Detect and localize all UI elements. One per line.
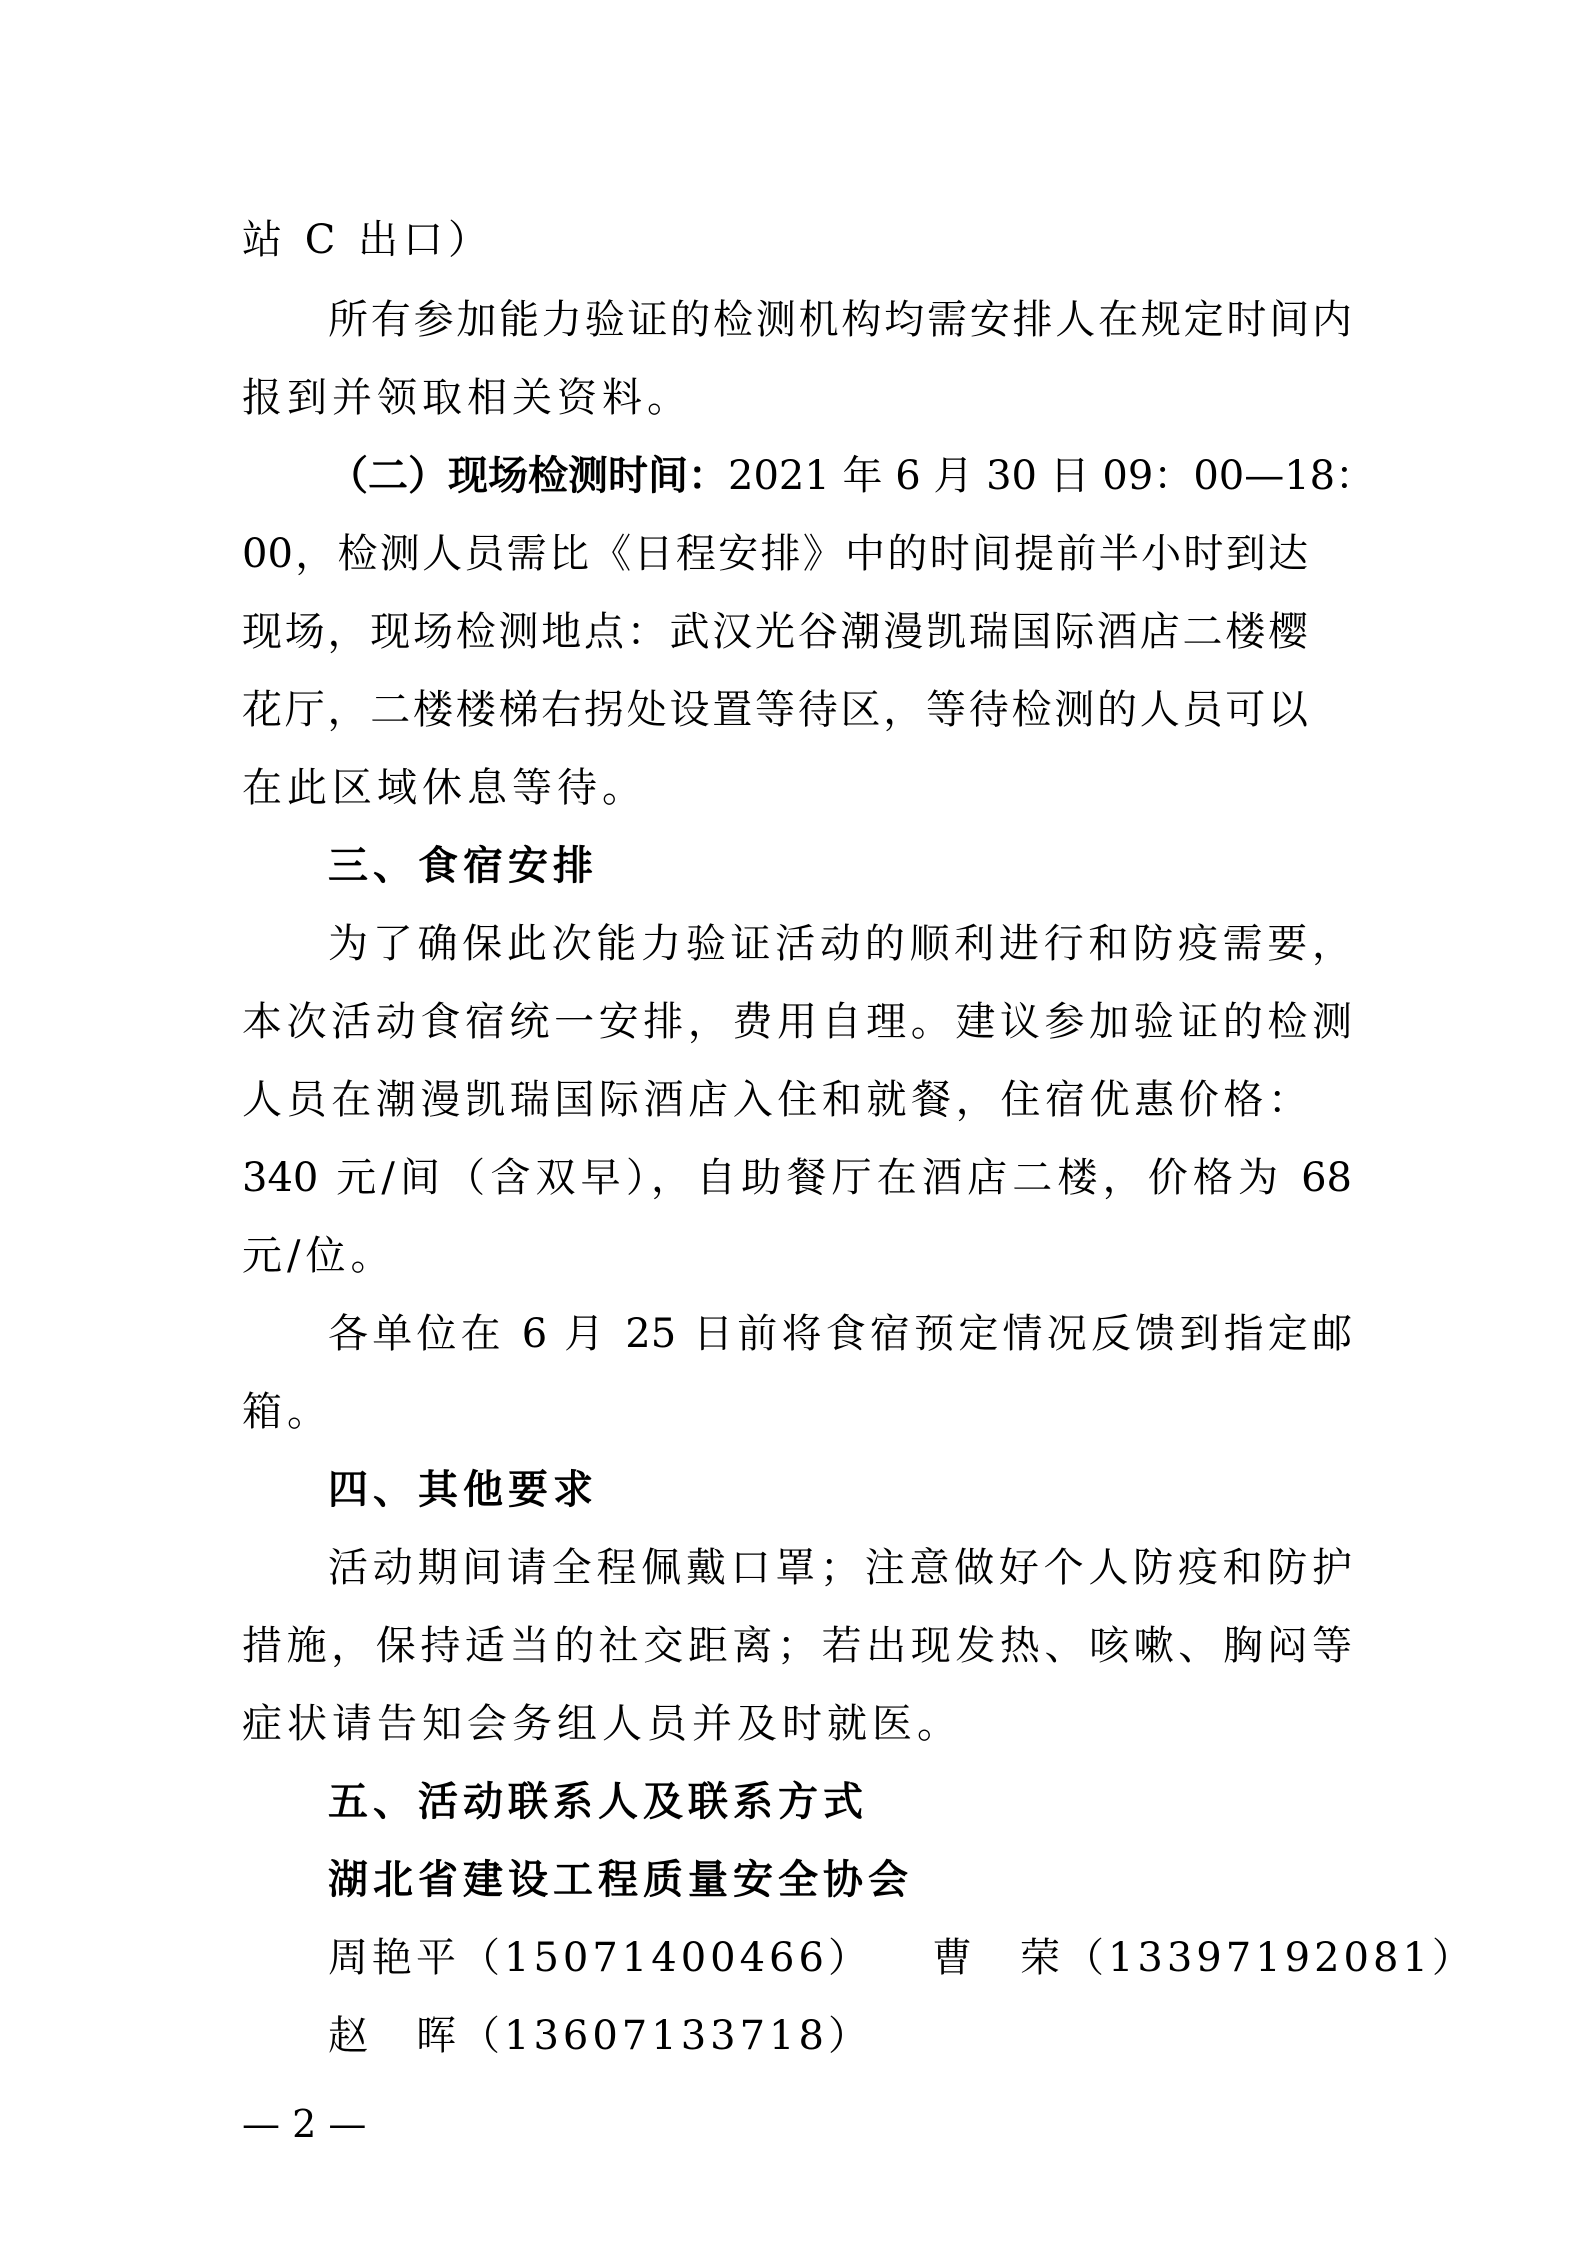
paragraph-line: 报到并领取相关资料。 <box>242 375 692 421</box>
contact-name: 周艳平 <box>328 1935 460 1981</box>
subheading-label: （二）现场检测时间： <box>328 453 728 499</box>
paragraph-line: 所有参加能力验证的检测机构均需安排人在规定时间内 <box>328 297 1352 343</box>
page-number: — 2 — <box>242 2102 367 2146</box>
paragraph-line: 花厅，二楼楼梯右拐处设置等待区，等待检测的人员可以 <box>242 687 1308 733</box>
section-heading-4: 四、其他要求 <box>328 1467 598 1513</box>
contact-row <box>328 1934 1476 1982</box>
section-subheading-line <box>328 452 1376 500</box>
contact-name: 赵 晖 <box>328 2013 460 2059</box>
section-heading-3: 三、食宿安排 <box>328 843 598 889</box>
subheading-text: 2021 年 6 月 30 日 09：00—18： <box>728 453 1376 499</box>
paragraph-line: 在此区域休息等待。 <box>242 765 647 811</box>
contact-phone: （13607133718） <box>460 2013 872 2059</box>
paragraph-line: 站 C 出口） <box>242 217 494 263</box>
paragraph-line: 00，检测人员需比《日程安排》中的时间提前半小时到达 <box>242 531 1308 577</box>
paragraph-line: 活动期间请全程佩戴口罩；注意做好个人防疫和防护 <box>328 1545 1352 1591</box>
paragraph-line: 症状请告知会务组人员并及时就医。 <box>242 1701 962 1747</box>
paragraph-line: 人员在潮漫凯瑞国际酒店入住和就餐，住宿优惠价格： <box>242 1077 1308 1123</box>
contact-phone: （13397192081） <box>1063 1935 1476 1981</box>
paragraph-line: 箱。 <box>242 1389 332 1435</box>
contact-name: 曹 荣 <box>931 1935 1064 1981</box>
paragraph-line: 为了确保此次能力验证活动的顺利进行和防疫需要， <box>328 921 1352 967</box>
paragraph-line: 本次活动食宿统一安排，费用自理。建议参加验证的检测 <box>242 999 1352 1045</box>
paragraph-line: 元/位。 <box>242 1233 396 1279</box>
paragraph-line: 措施，保持适当的社交距离；若出现发热、咳嗽、胸闷等 <box>242 1623 1352 1669</box>
paragraph-line: 各单位在 6 月 25 日前将食宿预定情况反馈到指定邮 <box>328 1311 1352 1357</box>
contact-phone: （15071400466） <box>460 1935 872 1981</box>
paragraph-line: 现场，现场检测地点：武汉光谷潮漫凯瑞国际酒店二楼樱 <box>242 609 1308 655</box>
paragraph-line: 340 元/间（含双早），自助餐厅在酒店二楼，价格为 68 <box>242 1155 1352 1201</box>
organization-name: 湖北省建设工程质量安全协会 <box>328 1857 913 1903</box>
contact-row <box>328 2012 872 2060</box>
section-heading-5: 五、活动联系人及联系方式 <box>328 1779 868 1825</box>
